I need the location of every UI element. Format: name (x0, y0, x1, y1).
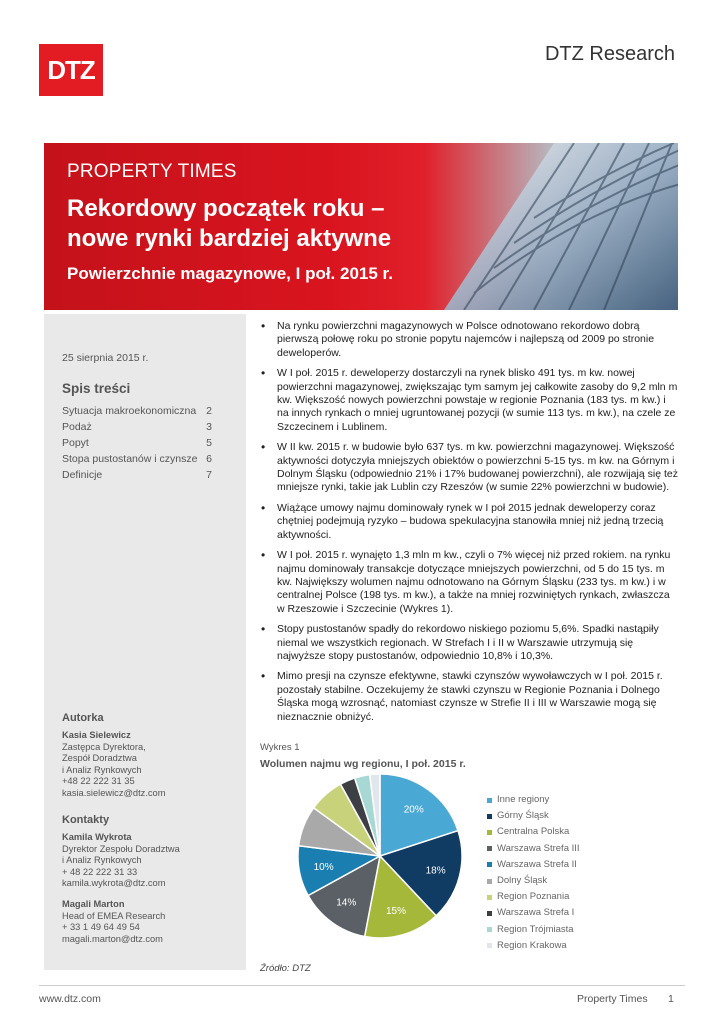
contact-team: i Analiz Rynkowych (62, 855, 142, 865)
toc-item-label: Definicje (62, 469, 103, 481)
bullet-item: • Na rynku powierzchni magazynowych w Polsce odnotowano rekordowo dobrą pierwszą połowę roku po stronie popytu najemców i najlepszą od 2009 po stronie deweloperów. (260, 320, 680, 360)
legend-swatch (487, 814, 492, 819)
legend-label: Dolny Śląsk (497, 875, 548, 887)
legend-label: Górny Śląsk (497, 810, 549, 822)
table-of-contents (62, 403, 212, 483)
kicker: PROPERTY TIMES (67, 161, 237, 182)
toc-item-page: 5 (206, 437, 212, 449)
legend-item (487, 905, 580, 921)
legend-item (487, 938, 580, 954)
footer-publication: Property Times (577, 993, 648, 1005)
legend-swatch (487, 862, 492, 867)
bullet-item: • Stopy pustostanów spadły do rekordowo niskiego poziomu 5,6%. Spadki nastąpiły niemal we wszystkich regionach. W Strefach I i II w Warszawie utrzymują się najwyższe stopy pustostanów, odpowiednio 10,8% i 10,3%. (260, 623, 680, 663)
toc-item[interactable] (62, 451, 212, 467)
bullet-item: • Wiążące umowy najmu dominowały rynek w I poł 2015 jednak deweloperzy coraz chętniej podejmują ryzyko – budowa spekulacyjna stanowiła mniej niż jedną trzecią aktywności. (260, 502, 680, 542)
page-number: 1 (668, 993, 674, 1005)
legend-label: Region Trójmiasta (497, 923, 574, 935)
author-block (62, 730, 242, 799)
figure-source: Źródło: DTZ (260, 963, 311, 974)
pie-data-label: 14% (336, 897, 357, 909)
contact-name: Magali Marton (62, 899, 125, 909)
figure-label: Wykres 1 (260, 742, 300, 753)
footer-divider (39, 985, 685, 986)
publication-date: 25 sierpnia 2015 r. (62, 352, 149, 364)
legend-swatch (487, 927, 492, 932)
page-title (67, 194, 393, 254)
legend-swatch (487, 911, 492, 916)
legend-label: Warszawa Strefa III (497, 842, 580, 854)
footer-website[interactable]: www.dtz.com (39, 993, 101, 1005)
legend-label: Warszawa Strefa I (497, 907, 575, 919)
chart-legend (487, 792, 580, 954)
page-subtitle: Powierzchnie magazynowe, I poł. 2015 r. (67, 264, 393, 283)
author-phone: +48 22 222 31 35 (62, 776, 135, 786)
figure-title: Wolumen najmu wg regionu, I poł. 2015 r. (260, 758, 466, 770)
title-line-2: nowe rynki bardziej aktywne (67, 225, 392, 252)
toc-item-label: Sytuacja makroekonomiczna (62, 405, 197, 417)
toc-item-label: Popyt (62, 437, 89, 449)
contacts-heading: Kontakty (62, 814, 110, 826)
contact-email[interactable]: magali.marton@dtz.com (62, 933, 163, 944)
legend-label: Region Poznania (497, 891, 570, 903)
author-heading: Autorka (62, 712, 104, 724)
legend-item (487, 873, 580, 889)
contact-role: Dyrektor Zespołu Doradztwa (62, 843, 180, 854)
pie-data-label: 18% (425, 865, 446, 877)
toc-item-page: 6 (206, 453, 212, 465)
bullet-item: • W I poł. 2015 r. wynajęto 1,3 mln m kw., czyli o 7% więcej niż przed rokiem. na rynku najmu dominowały transakcje dotyczące mniejszych powierzchni, od 5 do 15 tys. m kw. Największy wolumen najmu odnotowano na Górnym Śląsku (233 tys. m kw.) i w centralnej Polsce (198 tys. m kw.), a także na mniej rozwiniętych rynkach, zwłaszcza w Rzeszowie i Szczecinie (Wykres 1). (260, 549, 680, 616)
legend-label: Warszawa Strefa II (497, 858, 577, 870)
toc-item[interactable] (62, 419, 212, 435)
toc-item-label: Stopa pustostanów i czynsze (62, 453, 198, 465)
legend-label: Inne regiony (497, 794, 550, 805)
legend-swatch (487, 830, 492, 835)
pie-data-label: 10% (313, 861, 334, 873)
legend-swatch (487, 943, 492, 948)
toc-item-page: 3 (206, 421, 212, 433)
legend-item (487, 841, 580, 857)
summary-bullets (260, 320, 680, 731)
toc-item-label: Podaż (62, 421, 92, 433)
bullet-item: • W I poł. 2015 r. deweloperzy dostarczyli na rynek blisko 491 tys. m kw. nowej powierzchni magazynowej, zwiększając tym samym jej całkowite zasoby do 9,2 mln m kw. Większość nowych powierzchni powstaje w regionie Poznania (183 tys. m kw.) i na innych rynkach o mniej ugruntowanej pozycji (w sumie 113 tys. m kw.), na czele ze Szczecinem i Lublinem. (260, 367, 680, 434)
sidebar (44, 314, 246, 970)
legend-item (487, 808, 580, 824)
legend-label: Region Krakowa (497, 939, 567, 951)
toc-item[interactable] (62, 403, 212, 419)
contact-block-2 (62, 899, 242, 945)
contact-phone: + 33 1 49 64 49 54 (62, 922, 140, 932)
pie-chart (260, 772, 680, 962)
contact-phone: + 48 22 222 31 33 (62, 866, 138, 877)
brand-research-label: DTZ Research (544, 43, 675, 65)
toc-item[interactable] (62, 435, 212, 451)
legend-swatch (487, 846, 492, 851)
toc-item-page: 7 (206, 469, 212, 481)
dtz-logo: DTZ (39, 44, 103, 96)
bullet-item: • Mimo presji na czynsze efektywne, stawki czynszów wywoławczych w I poł. 2015 r. pozostały stabilne. Oczekujemy że stawki czynszu w Regionie Poznania i Dolnego Śląska mogą wzrosnąć, natomiast czynsze w Strefie II i III w Warszawie mogą się nieznacznie obniżyć. (260, 670, 680, 724)
legend-swatch (487, 895, 492, 900)
legend-item (487, 824, 580, 840)
author-team: Zespół Doradztwa (62, 753, 137, 763)
building-glass-graphic (404, 143, 678, 310)
author-name: Kasia Sielewicz (62, 730, 131, 740)
contact-block-1 (62, 832, 242, 890)
legend-swatch (487, 798, 492, 803)
legend-item (487, 922, 580, 938)
bullet-item: • W II kw. 2015 r. w budowie było 637 tys. m kw. powierzchni magazynowej. Większość aktywności dotyczyła mniejszych obiektów o powierzchni 5-15 tys. m kw. na Górnym i Dolnym Śląsku (odpowiednio 21% i 17% budowanej powierzchni), ale rozwijają się też mniejsze rynki, takie jak Lublin czy Rzeszów (w sumie 22% powierzchni w budowie). (260, 441, 680, 495)
hero-banner (44, 143, 678, 310)
author-role: Zastępca Dyrektora, (62, 741, 146, 752)
pie-data-label: 15% (386, 906, 407, 918)
contact-role: Head of EMEA Research (62, 910, 166, 921)
author-email[interactable]: kasia.sielewicz@dtz.com (62, 787, 166, 798)
legend-item (487, 857, 580, 873)
contact-name: Kamila Wykrota (62, 832, 132, 842)
toc-item[interactable] (62, 467, 212, 483)
contact-email[interactable]: kamila.wykrota@dtz.com (62, 878, 166, 888)
author-team-2: i Analiz Rynkowych (62, 764, 142, 775)
toc-item-page: 2 (206, 405, 212, 417)
legend-item (487, 889, 580, 905)
legend-label: Centralna Polska (497, 826, 570, 838)
legend-swatch (487, 879, 492, 884)
toc-title: Spis treści (62, 381, 131, 396)
pie-data-label: 20% (403, 804, 424, 816)
title-line-1: Rekordowy początek roku – (67, 195, 385, 222)
legend-item (487, 792, 580, 808)
